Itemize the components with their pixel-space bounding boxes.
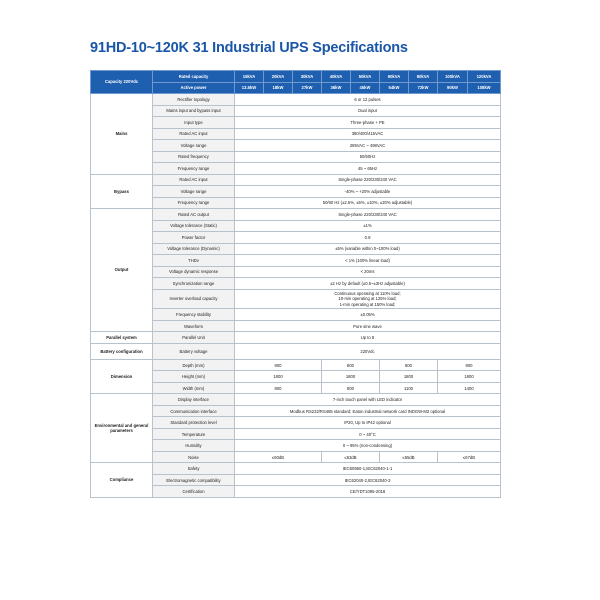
table-row bbox=[91, 332, 501, 344]
table-row bbox=[91, 382, 501, 394]
table-row bbox=[91, 289, 501, 309]
dimension-section-label: Dimension bbox=[91, 359, 153, 394]
table-row bbox=[91, 255, 501, 267]
capacity-label: Capacity 220Vdc bbox=[91, 71, 153, 94]
active-power-value: 27kW bbox=[293, 82, 322, 94]
table-row bbox=[91, 278, 501, 290]
param-label: Electromagnetic compatibility bbox=[153, 474, 235, 486]
table-row bbox=[91, 405, 501, 417]
battery-section-label: Battery configuration bbox=[91, 343, 153, 359]
parallel-section-label: Parallel system bbox=[91, 332, 153, 344]
param-value: 800 bbox=[235, 382, 322, 394]
param-label: Voltage tolerance (Dynamic) bbox=[153, 243, 235, 255]
param-label: Depth (mm) bbox=[153, 359, 235, 371]
compliance-section-label: Compliance bbox=[91, 463, 153, 498]
param-value: ≤63dB bbox=[322, 451, 380, 463]
header-row bbox=[91, 82, 501, 94]
param-value: 50/60Hz bbox=[235, 151, 501, 163]
param-value: 50/60 Hz (±2.5%, ±5%, ±10%, ±20% adjustable) bbox=[235, 197, 501, 209]
active-power-value: 45kW bbox=[351, 82, 380, 94]
param-value: 1800 bbox=[235, 371, 322, 383]
param-label: Humidity bbox=[153, 440, 235, 452]
rated-capacity-value: 40kVA bbox=[322, 71, 351, 83]
param-label: Standard protection level bbox=[153, 417, 235, 429]
param-value: ±1% bbox=[235, 220, 501, 232]
rated-capacity-value: 15kVA bbox=[235, 71, 264, 83]
table-row bbox=[91, 117, 501, 129]
param-label: Communication interface bbox=[153, 405, 235, 417]
table-row bbox=[91, 140, 501, 152]
param-label: Safety bbox=[153, 463, 235, 475]
param-value: 800 bbox=[322, 359, 380, 371]
param-value-line: 1-min operating at 150% load; bbox=[339, 301, 396, 307]
active-power-value: 18kW bbox=[264, 82, 293, 94]
rated-capacity-value: 50kVA bbox=[351, 71, 380, 83]
param-label: Certification bbox=[153, 486, 235, 498]
param-value: ±5% (variable within 0~100% load) bbox=[235, 243, 501, 255]
table-row bbox=[91, 174, 501, 186]
param-label: Voltage dynamic response bbox=[153, 266, 235, 278]
table-row bbox=[91, 151, 501, 163]
param-value: CE/YDT1095-2018 bbox=[235, 486, 501, 498]
param-value: ≤67dB bbox=[438, 451, 501, 463]
table-row bbox=[91, 463, 501, 475]
param-label: Inverter overload capacity bbox=[153, 289, 235, 309]
table-row bbox=[91, 371, 501, 383]
active-power-label: Active power bbox=[153, 82, 235, 94]
param-label: Width (mm) bbox=[153, 382, 235, 394]
param-label: THDv bbox=[153, 255, 235, 267]
param-value: 0.9 bbox=[235, 232, 501, 244]
rated-capacity-value: 120kVA bbox=[468, 71, 501, 83]
param-label: Rated AC input bbox=[153, 174, 235, 186]
rated-capacity-value: 20kVA bbox=[264, 71, 293, 83]
active-power-value: 54kW bbox=[380, 82, 409, 94]
table-row bbox=[91, 186, 501, 198]
active-power-value: 90kW bbox=[438, 82, 468, 94]
param-label: Temperature bbox=[153, 428, 235, 440]
table-row bbox=[91, 163, 501, 175]
bypass-section-label: Bypass bbox=[91, 174, 153, 209]
param-value: 0 ~ 40°C bbox=[235, 428, 501, 440]
param-value: 800 bbox=[380, 359, 438, 371]
param-value: 285VAC ~ 498VAC bbox=[235, 140, 501, 152]
param-value: 0 ~ 95% (non-condensing) bbox=[235, 440, 501, 452]
rated-capacity-label: Rated capacity bbox=[153, 71, 235, 83]
table-row bbox=[91, 266, 501, 278]
param-value: 380/400/415VAC bbox=[235, 128, 501, 140]
param-value: 45 ~ 65Hz bbox=[235, 163, 501, 175]
param-value bbox=[235, 289, 501, 309]
param-value: 220Vdc bbox=[235, 343, 501, 359]
param-value: Single-phase 220/230/240 VAC bbox=[235, 209, 501, 221]
param-value: IEC60950-1,IEC62040-1-1 bbox=[235, 463, 501, 475]
param-label: Display interface bbox=[153, 394, 235, 406]
param-value-line: Continuous operating at 110% load; bbox=[334, 290, 401, 296]
table-row bbox=[91, 359, 501, 371]
param-label: Rated AC output bbox=[153, 209, 235, 221]
rated-capacity-value: 60kVA bbox=[380, 71, 409, 83]
table-row bbox=[91, 197, 501, 209]
param-value: ≤60dB bbox=[235, 451, 322, 463]
param-value: Modbus RS232/RS485 standard; Eaton industrial network card INDGW-M2 optional bbox=[235, 405, 501, 417]
param-value: 800 bbox=[322, 382, 380, 394]
rated-capacity-value: 30kVA bbox=[293, 71, 322, 83]
param-label: Rectifier topology bbox=[153, 94, 235, 106]
param-value: 6 or 12 pulses bbox=[235, 94, 501, 106]
active-power-value: 108kW bbox=[468, 82, 501, 94]
param-value: 1800 bbox=[322, 371, 380, 383]
table-row bbox=[91, 105, 501, 117]
param-value: 1800 bbox=[438, 371, 501, 383]
param-value: 1100 bbox=[380, 382, 438, 394]
param-value: 1800 bbox=[380, 371, 438, 383]
table-row bbox=[91, 209, 501, 221]
table-row bbox=[91, 428, 501, 440]
param-value-line: 10-min operating at 125% load; bbox=[338, 296, 397, 302]
page-title: 91HD-10~120K 31 Industrial UPS Specifications bbox=[90, 40, 408, 56]
mains-section-label: Mains bbox=[91, 94, 153, 175]
rated-capacity-value: 80kVA bbox=[409, 71, 438, 83]
table-row bbox=[91, 232, 501, 244]
param-label: Voltage range bbox=[153, 186, 235, 198]
table-row bbox=[91, 128, 501, 140]
spec-table bbox=[90, 70, 501, 498]
table-row bbox=[91, 451, 501, 463]
param-label: Noise bbox=[153, 451, 235, 463]
param-label: Rated frequency bbox=[153, 151, 235, 163]
table-row bbox=[91, 94, 501, 106]
param-label: Height (mm) bbox=[153, 371, 235, 383]
param-value: Pure sine wave bbox=[235, 320, 501, 332]
param-value: 7-inch touch panel with LED indicator bbox=[235, 394, 501, 406]
table-row bbox=[91, 474, 501, 486]
param-label: Frequency stability bbox=[153, 309, 235, 321]
param-label: Frequency range bbox=[153, 163, 235, 175]
table-row bbox=[91, 320, 501, 332]
param-value: ≤65dB bbox=[380, 451, 438, 463]
param-label: Voltage tolerance (Static) bbox=[153, 220, 235, 232]
environmental-section-label: Environmental and general parameters bbox=[91, 394, 153, 463]
param-value: -40% ~ +20% adjustable bbox=[235, 186, 501, 198]
output-section-label: Output bbox=[91, 209, 153, 332]
param-value: ±0.05% bbox=[235, 309, 501, 321]
active-power-value: 13.5kW bbox=[235, 82, 264, 94]
param-value: IP20, Up to IP42 optional bbox=[235, 417, 501, 429]
param-value: < 1% (100% linear load) bbox=[235, 255, 501, 267]
param-label: Rated AC input bbox=[153, 128, 235, 140]
param-value: 800 bbox=[438, 359, 501, 371]
param-label: Power factor bbox=[153, 232, 235, 244]
table-row bbox=[91, 486, 501, 498]
param-value: Single-phase 220/230/240 VAC bbox=[235, 174, 501, 186]
param-value: < 20ms bbox=[235, 266, 501, 278]
table-row bbox=[91, 343, 501, 359]
param-value: IEC62040-2,IEC62040-3 bbox=[235, 474, 501, 486]
param-label: Voltage range bbox=[153, 140, 235, 152]
param-value: ±2 Hz by default (±0.5~±3Hz adjustable) bbox=[235, 278, 501, 290]
param-label: Battery voltage bbox=[153, 343, 235, 359]
param-label: Parallel Unit bbox=[153, 332, 235, 344]
param-label: Mains input and bypass input bbox=[153, 105, 235, 117]
rated-capacity-value: 100kVA bbox=[438, 71, 468, 83]
param-label: Frequency range bbox=[153, 197, 235, 209]
active-power-value: 72kW bbox=[409, 82, 438, 94]
param-value: Three-phase + PE bbox=[235, 117, 501, 129]
active-power-value: 36kW bbox=[322, 82, 351, 94]
param-value: 800 bbox=[235, 359, 322, 371]
table-row bbox=[91, 220, 501, 232]
header-row bbox=[91, 71, 501, 83]
table-row bbox=[91, 243, 501, 255]
table-row bbox=[91, 417, 501, 429]
table-row bbox=[91, 309, 501, 321]
table-row bbox=[91, 394, 501, 406]
param-value: 1400 bbox=[438, 382, 501, 394]
param-value: Dual input bbox=[235, 105, 501, 117]
param-label: Synchronization range bbox=[153, 278, 235, 290]
table-row bbox=[91, 440, 501, 452]
param-label: Input type bbox=[153, 117, 235, 129]
param-value: Up to 8 bbox=[235, 332, 501, 344]
param-label: Waveform bbox=[153, 320, 235, 332]
